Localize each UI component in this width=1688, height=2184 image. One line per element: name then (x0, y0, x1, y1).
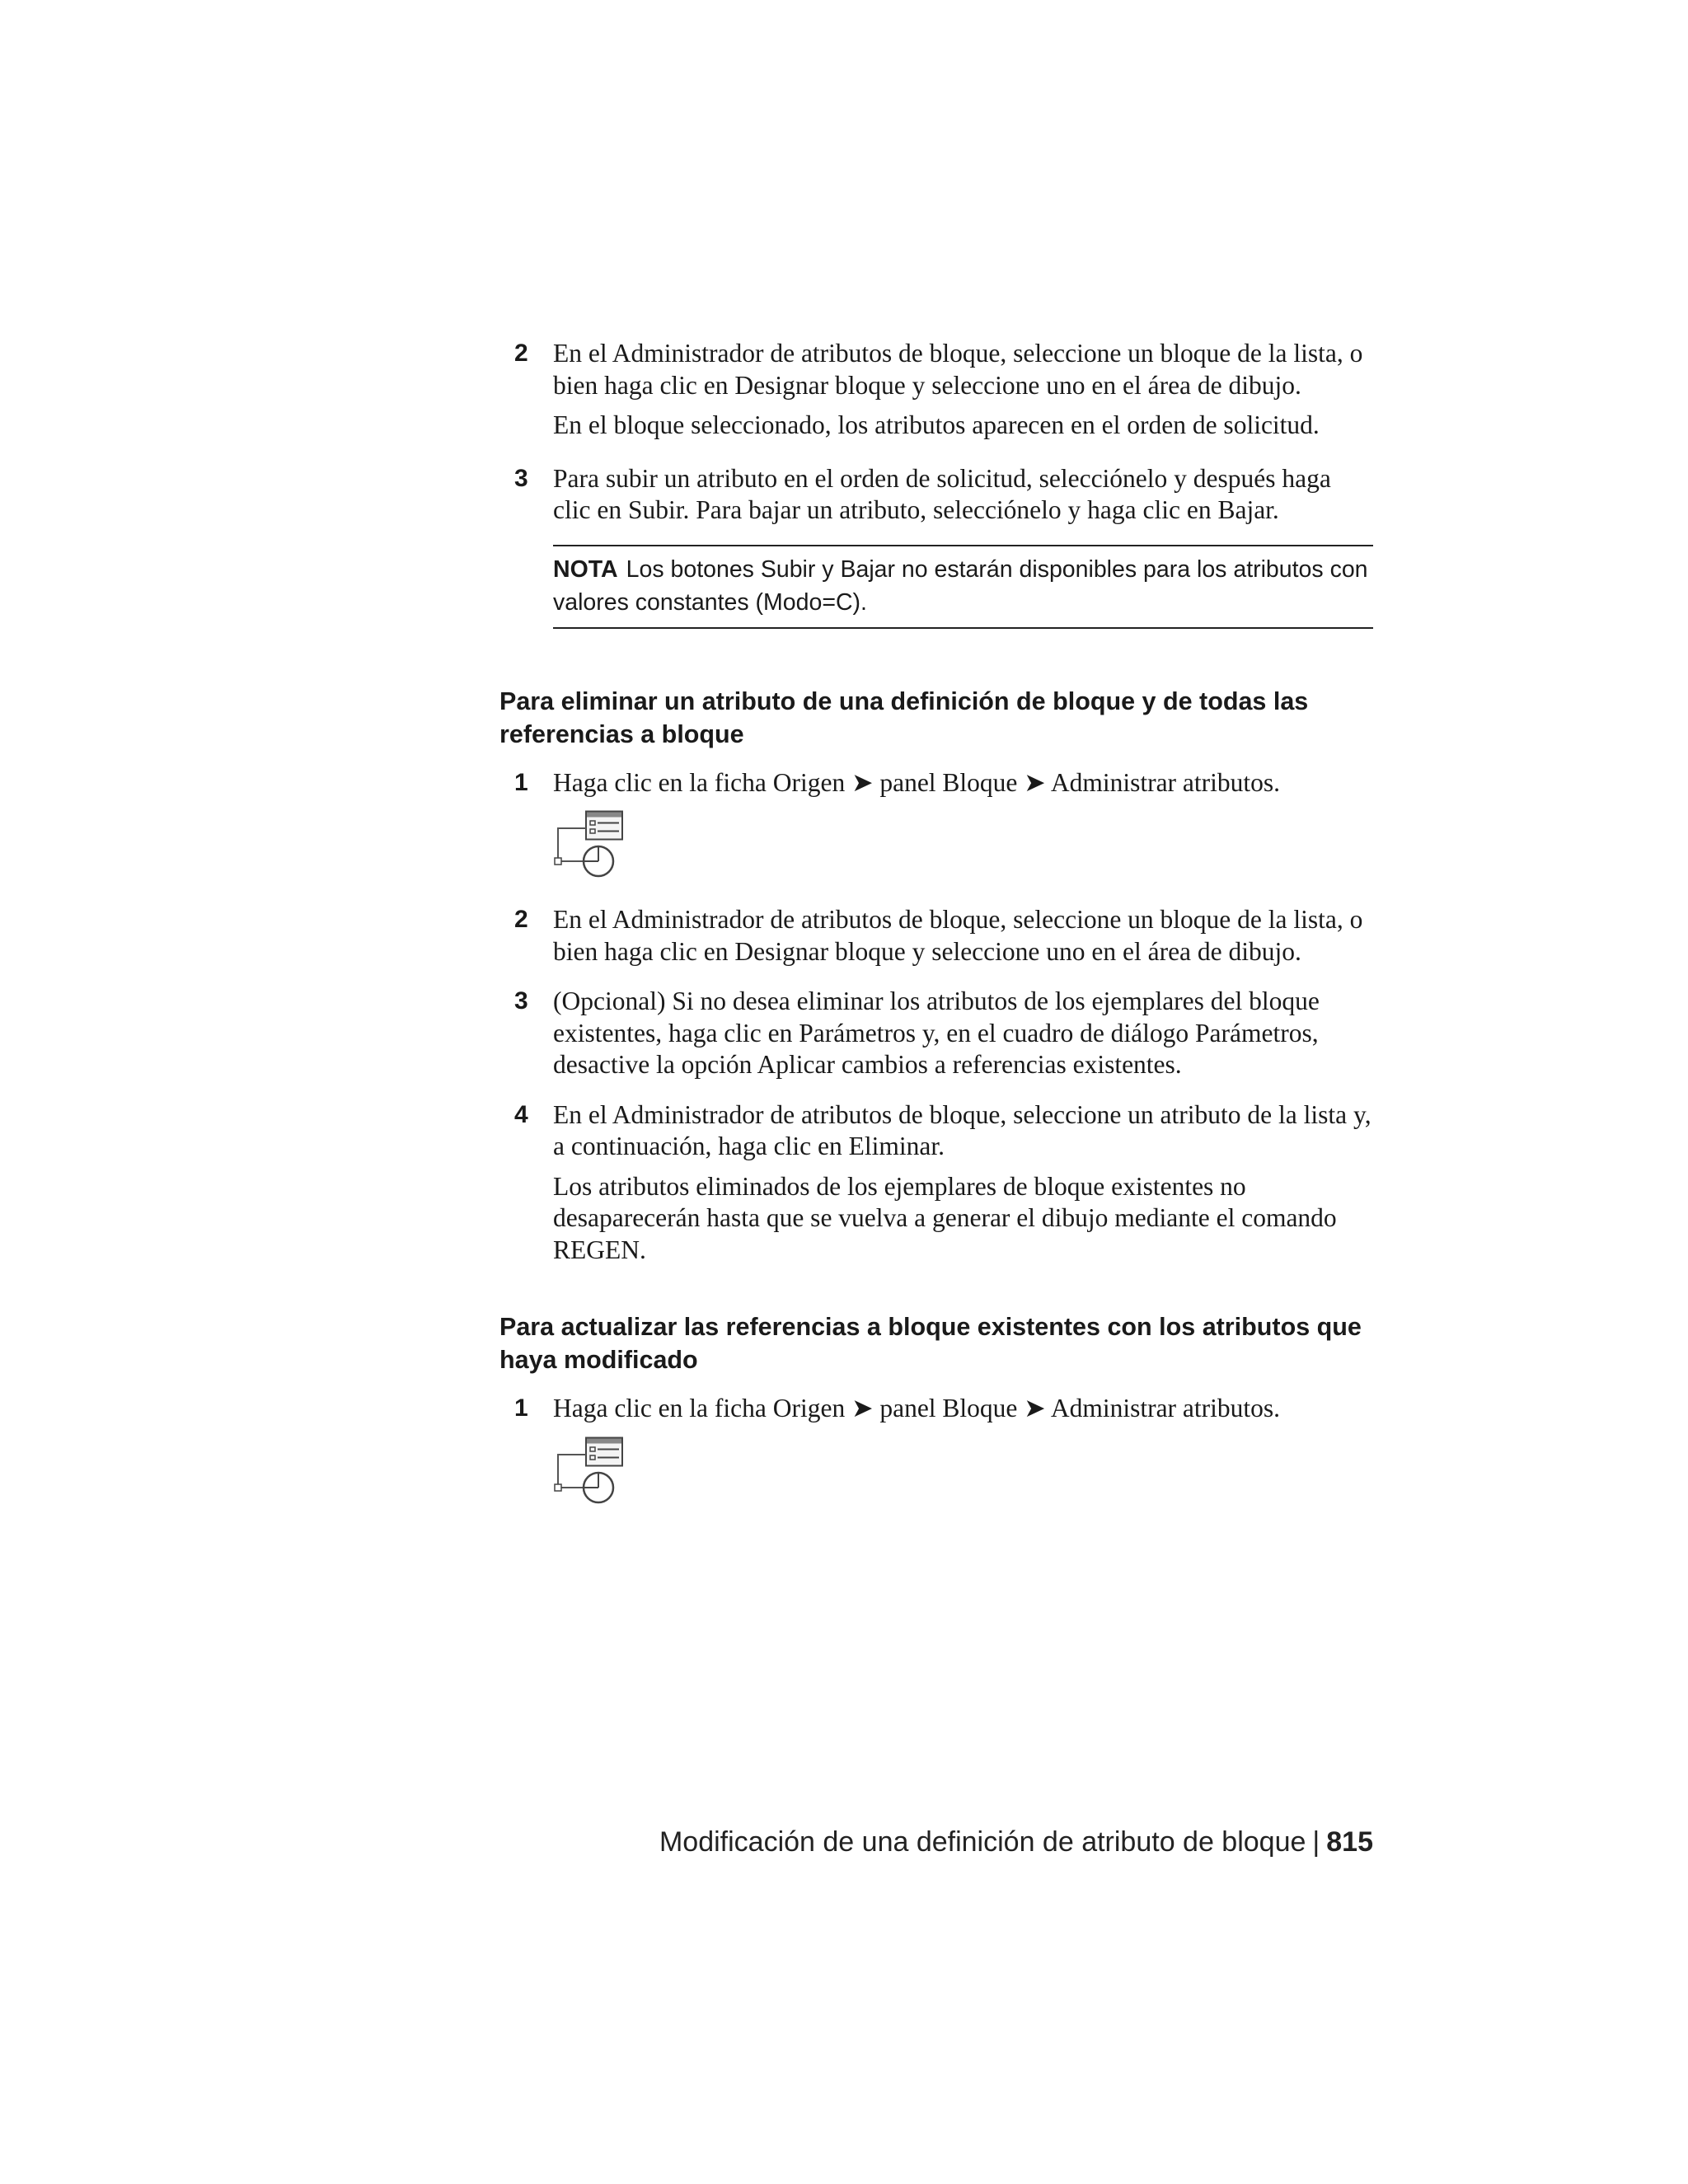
block-attribute-manager-icon (553, 1436, 627, 1506)
footer-separator: | (1312, 1826, 1320, 1858)
footer-title: Modificación de una definición de atributo de bloque (659, 1826, 1306, 1858)
step-1-open-manager (499, 767, 1373, 880)
note-box (553, 545, 1373, 629)
step-text: Haga clic en la ficha Origen ➤ panel Bloque ➤ Administrar atributos. (553, 1394, 1281, 1422)
page-number: 815 (1326, 1826, 1373, 1858)
step-number: 4 (514, 1100, 528, 1128)
step-text: En el Administrador de atributos de bloque, seleccione un bloque de la lista, o bien haga clic en Designar bloque y seleccione uno en el área de dibujo. (553, 905, 1363, 966)
step-number: 3 (514, 987, 528, 1015)
step-2-select-block (499, 338, 1373, 442)
step-result: Los atributos eliminados de los ejemplares de bloque existentes no desaparecerán hasta que se vuelva a generar el dibujo mediante el comando REGEN. (553, 1171, 1337, 1264)
step-4-delete-attribute (499, 1099, 1373, 1267)
note-text: Los botones Subir y Bajar no estarán disponibles para los atributos con valores constantes (Modo=C). (553, 555, 1368, 616)
step-number: 1 (514, 768, 528, 796)
step-number: 2 (514, 340, 528, 367)
step-text: En el Administrador de atributos de bloque, seleccione un bloque de la lista, o bien haga clic en Designar bloque y seleccione uno en el área de dibujo. (553, 339, 1363, 400)
content-column (499, 338, 1373, 1524)
step-text: Haga clic en la ficha Origen ➤ panel Bloque ➤ Administrar atributos. (553, 767, 1281, 797)
step-number: 1 (514, 1394, 528, 1422)
step-result: En el bloque seleccionado, los atributos aparecen en el orden de solicitud. (553, 410, 1320, 439)
step-text: Para subir un atributo en el orden de solicitud, selecciónelo y después haga clic en Subir. Para bajar un atributo, selecciónelo y haga clic en Bajar. (553, 463, 1331, 524)
step-3-reorder (499, 463, 1373, 527)
step-2-select-block (499, 904, 1373, 968)
step-number: 2 (514, 906, 528, 933)
section-heading-delete-attribute: Para eliminar un atributo de una definición de bloque y de todas las referencias a bloque (499, 687, 1309, 748)
block-attribute-manager-icon (553, 810, 627, 879)
step-3-optional-settings (499, 986, 1373, 1081)
section-heading-update-references: Para actualizar las referencias a bloque existentes con los atributos que haya modificado (499, 1313, 1362, 1374)
page-footer (659, 1824, 1373, 1860)
step-1-open-manager (499, 1393, 1373, 1506)
step-number: 3 (514, 464, 528, 492)
step-text: (Opcional) Si no desea eliminar los atributos de los ejemplares del bloque existentes, haga clic en Parámetros y, en el cuadro de diálogo Parámetros, desactive la opción Aplicar cambios a referencias existentes. (553, 987, 1320, 1079)
step-text: En el Administrador de atributos de bloque, seleccione un atributo de la lista y, a continuación, haga clic en Eliminar. (553, 1099, 1372, 1160)
note-label: NOTA (553, 555, 618, 583)
